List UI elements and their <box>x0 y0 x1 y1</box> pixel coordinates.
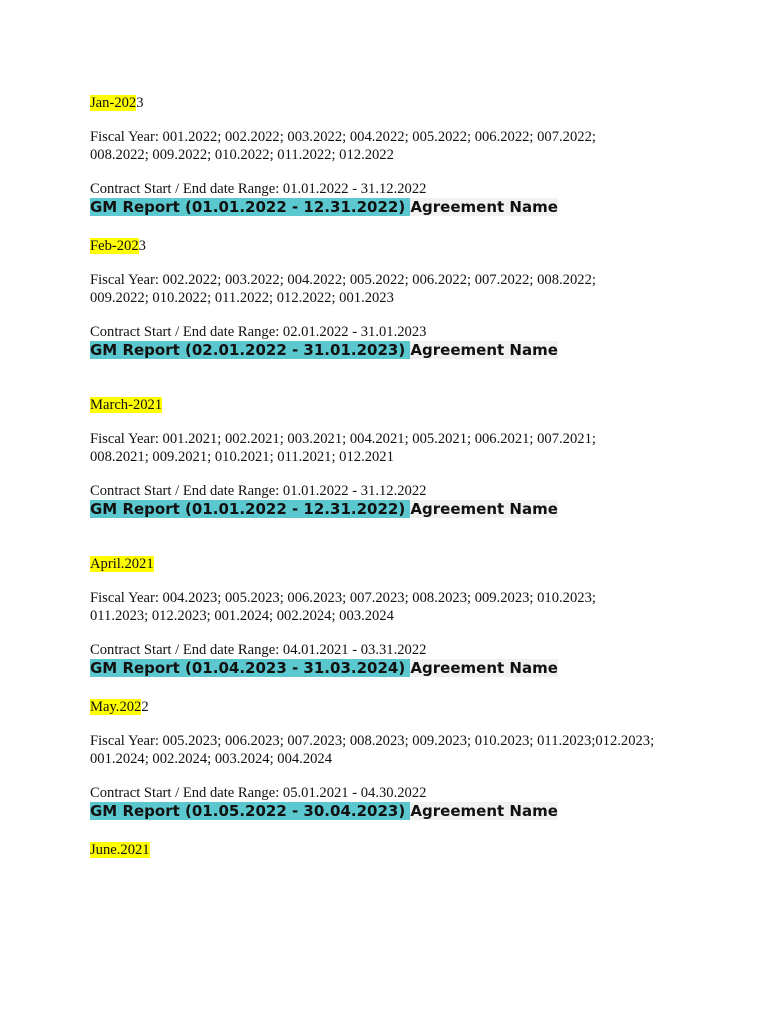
fiscal-year-text <box>90 128 690 164</box>
fiscal-line: Fiscal Year: 001.2021; 002.2021; 003.2021; 004.2021; 005.2021; 006.2021; 007.2021; <box>90 431 596 447</box>
gm-report-title: GM Report (01.05.2022 - 30.04.2023) <box>90 802 406 820</box>
contract-range: Contract Start / End date Range: 02.01.2022 - 31.01.2023 <box>90 324 427 340</box>
month-suffix: 3 <box>138 238 146 254</box>
agreement-name: Agreement Name <box>410 802 558 820</box>
month-section <box>90 555 690 678</box>
gm-report-line <box>90 659 690 678</box>
fiscal-line: 001.2024; 002.2024; 003.2024; 004.2024 <box>90 751 333 767</box>
gm-report-title: GM Report (01.01.2022 - 12.31.2022) <box>90 500 406 518</box>
month-highlight: March-2021 <box>90 397 163 413</box>
gm-report-title: GM Report (01.01.2022 - 12.31.2022) <box>90 198 406 216</box>
gm-report-line <box>90 341 690 360</box>
fiscal-year-text <box>90 430 690 466</box>
month-highlight: Jan-202 <box>90 95 137 111</box>
month-section <box>90 698 690 821</box>
month-heading <box>90 237 690 255</box>
month-heading <box>90 396 690 414</box>
contract-range: Contract Start / End date Range: 04.01.2021 - 03.31.2022 <box>90 642 427 658</box>
fiscal-line: 009.2022; 010.2022; 011.2022; 012.2022; 001.2023 <box>90 290 394 306</box>
agreement-name: Agreement Name <box>410 500 558 518</box>
fiscal-line: Fiscal Year: 002.2022; 003.2022; 004.2022; 005.2022; 006.2022; 007.2022; 008.2022; <box>90 272 596 288</box>
agreement-name: Agreement Name <box>410 341 558 359</box>
fiscal-line: 008.2021; 009.2021; 010.2021; 011.2021; 012.2021 <box>90 449 394 465</box>
month-suffix: 2 <box>141 699 149 715</box>
fiscal-line: 008.2022; 009.2022; 010.2022; 011.2022; 012.2022 <box>90 147 394 163</box>
month-heading <box>90 555 690 573</box>
month-section <box>90 396 690 519</box>
fiscal-line: Fiscal Year: 001.2022; 002.2022; 003.2022; 004.2022; 005.2022; 006.2022; 007.2022; <box>90 129 596 145</box>
agreement-name: Agreement Name <box>410 659 558 677</box>
fiscal-line: Fiscal Year: 005.2023; 006.2023; 007.2023; 008.2023; 009.2023; 010.2023; 011.2023;012.2023; <box>90 733 655 749</box>
month-highlight: April.2021 <box>90 556 154 572</box>
contract-range: Contract Start / End date Range: 01.01.2022 - 31.12.2022 <box>90 483 427 499</box>
contract-range: Contract Start / End date Range: 05.01.2021 - 04.30.2022 <box>90 785 427 801</box>
month-suffix: 3 <box>136 95 144 111</box>
gm-report-line <box>90 802 690 821</box>
gm-report-title: GM Report (01.04.2023 - 31.03.2024) <box>90 659 406 677</box>
month-section <box>90 237 690 360</box>
document-page <box>90 94 690 859</box>
agreement-name: Agreement Name <box>410 198 558 216</box>
month-highlight: June.2021 <box>90 842 150 858</box>
month-section <box>90 841 690 859</box>
gm-report-line <box>90 500 690 519</box>
fiscal-line: 011.2023; 012.2023; 001.2024; 002.2024; 003.2024 <box>90 608 394 624</box>
month-heading <box>90 841 690 859</box>
month-heading <box>90 698 690 716</box>
fiscal-line: Fiscal Year: 004.2023; 005.2023; 006.2023; 007.2023; 008.2023; 009.2023; 010.2023; <box>90 590 596 606</box>
gm-report-line <box>90 198 690 217</box>
fiscal-year-text <box>90 589 690 625</box>
month-heading <box>90 94 690 112</box>
fiscal-year-text <box>90 732 690 768</box>
gm-report-title: GM Report (02.01.2022 - 31.01.2023) <box>90 341 406 359</box>
month-highlight: May.202 <box>90 699 142 715</box>
month-highlight: Feb-202 <box>90 238 139 254</box>
fiscal-year-text <box>90 271 690 307</box>
month-section <box>90 94 690 217</box>
contract-range: Contract Start / End date Range: 01.01.2022 - 31.12.2022 <box>90 181 427 197</box>
